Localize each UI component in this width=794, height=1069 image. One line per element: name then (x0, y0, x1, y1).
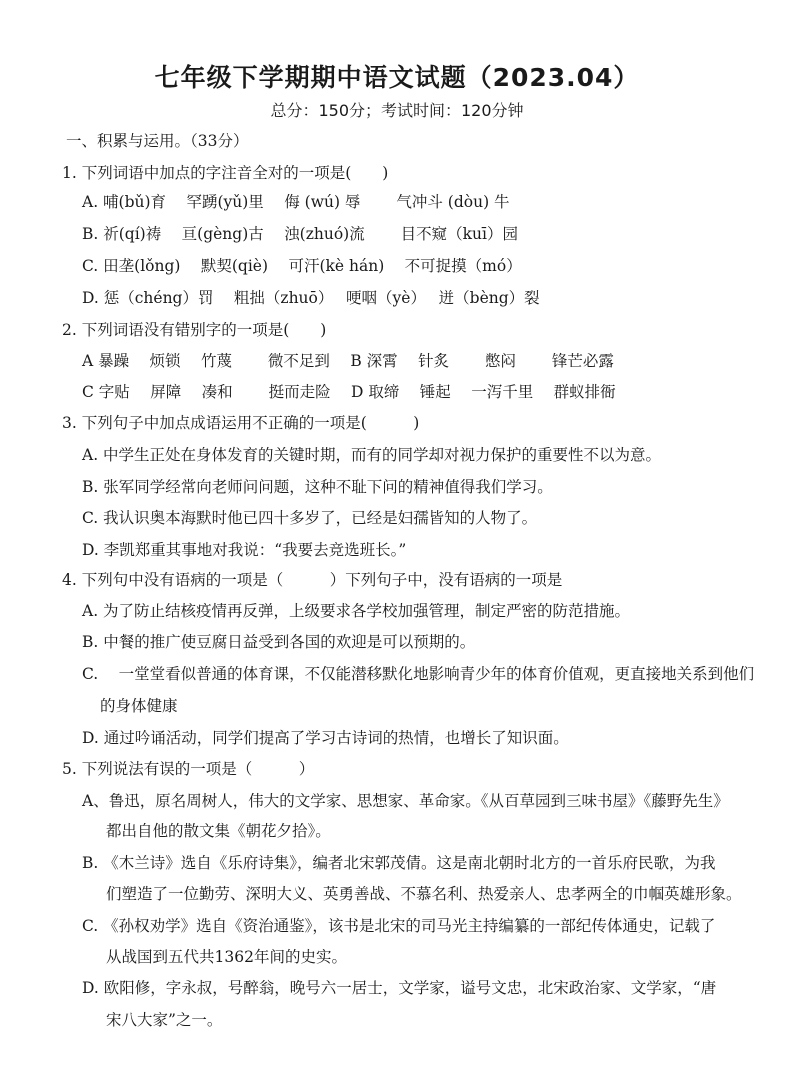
question-1-stem: 1. 下列词语中加点的字注音全对的一项是( ) (62, 164, 389, 182)
question-5-option-a: A、鲁迅，原名周树人，伟大的文学家、思想家、革命家。《从百草园到三味书屋》《藤野先生》 (82, 792, 729, 810)
question-1-option-b: B. 祈(qí)祷 亘(gèng)古 浊(zhuó)流 目不窥（kuī）园 (82, 225, 518, 243)
question-1-option-a: A. 哺(bǔ)育 罕踴(yǔ)里 侮 (wú) 辱 气冲斗 (dòu) 牛 (82, 193, 510, 211)
question-5-option-d-cont: 宋八大家”之一。 (106, 1011, 223, 1029)
question-4-stem: 4. 下列句中没有语病的一项是（ ）下列句子中，没有语病的一项是 (62, 571, 563, 589)
section-heading: 一、积累与运用。（33分） (66, 132, 249, 150)
question-3-option-d: D. 李凯郑重其事地对我说：“我要去竞选班长。” (82, 541, 407, 559)
question-5-option-c: C. 《孙权劝学》选自《资治通鉴》，该书是北宋的司马光主持编纂的一部纪传体通史，记载了 (82, 917, 716, 935)
question-4-option-c-cont: 的身体健康 (100, 697, 178, 715)
question-2-stem: 2. 下列词语没有错别字的一项是( ) (62, 321, 327, 339)
question-4-option-a: A. 为了防止结核疫情再反弹，上级要求各学校加强管理，制定严密的防范措施。 (82, 602, 631, 620)
question-5-option-d: D. 欧阳修，字永叔，号醉翁，晚号六一居士，文学家，谥号文忠，北宋政治家、文学家，“唐 (82, 979, 717, 997)
question-4-option-c: C. 一堂堂看似普通的体育课，不仅能潜移默化地影响青少年的体育价值观，更直接地关系到他们 (82, 665, 755, 683)
question-4-option-b: B. 中餐的推广使豆腐日益受到各国的欢迎是可以预期的。 (82, 633, 476, 651)
question-4-option-d: D. 通过吟诵活动，同学们提高了学习古诗词的热情，也增长了知识面。 (82, 729, 569, 747)
question-3-stem: 3. 下列句子中加点成语运用不正确的一项是( ) (62, 414, 420, 432)
question-5-option-a-cont: 都出自他的散文集《朝花夕拾》。 (106, 822, 331, 840)
question-5-option-c-cont: 从战国到五代共1362年间的史实。 (106, 948, 347, 966)
question-5-option-b-cont: 们塑造了一位勤劳、深明大义、英勇善战、不慕名利、热爱亲人、忠孝两全的巾帼英雄形象。 (106, 885, 742, 903)
question-2-options-ab: A 暴躁 烦锁 竹蔑 微不足到 B 深霄 针炙 憋闷 锋芒必露 (82, 352, 614, 370)
question-1-option-d: D. 惩（chéng）罚 粗拙（zhuō） 哽咽（yè） 迸（bèng）裂 (82, 289, 540, 307)
question-3-option-c: C. 我认识奥本海默时他已四十多岁了，已经是妇孺皆知的人物了。 (82, 509, 538, 527)
question-5-option-b: B. 《木兰诗》选自《乐府诗集》，编者北宋郭茂倩。这是南北朝时北方的一首乐府民歌，为我 (82, 854, 716, 872)
exam-info: 总分：150分；考试时间：120分钟 (270, 101, 524, 120)
question-3-option-b: B. 张军同学经常向老师问问题，这种不耻下问的精神值得我们学习。 (82, 478, 553, 496)
question-2-options-cd: C 字贴 屏障 凑和 挺而走险 D 取缔 锤起 一泻千里 群蚁排衙 (82, 383, 616, 401)
page-title: 七年级下学期期中语文试题（2023.04） (154, 63, 640, 92)
question-3-option-a: A. 中学生正处在身体发育的关键时期，而有的同学却对视力保护的重要性不以为意。 (82, 446, 662, 464)
question-1-option-c: C. 田垄(lǒng) 默契(qiè) 可汗(kè hán) 不可捉摸（mó） (82, 257, 522, 275)
question-5-stem: 5. 下列说法有误的一项是（ ） (62, 760, 315, 778)
